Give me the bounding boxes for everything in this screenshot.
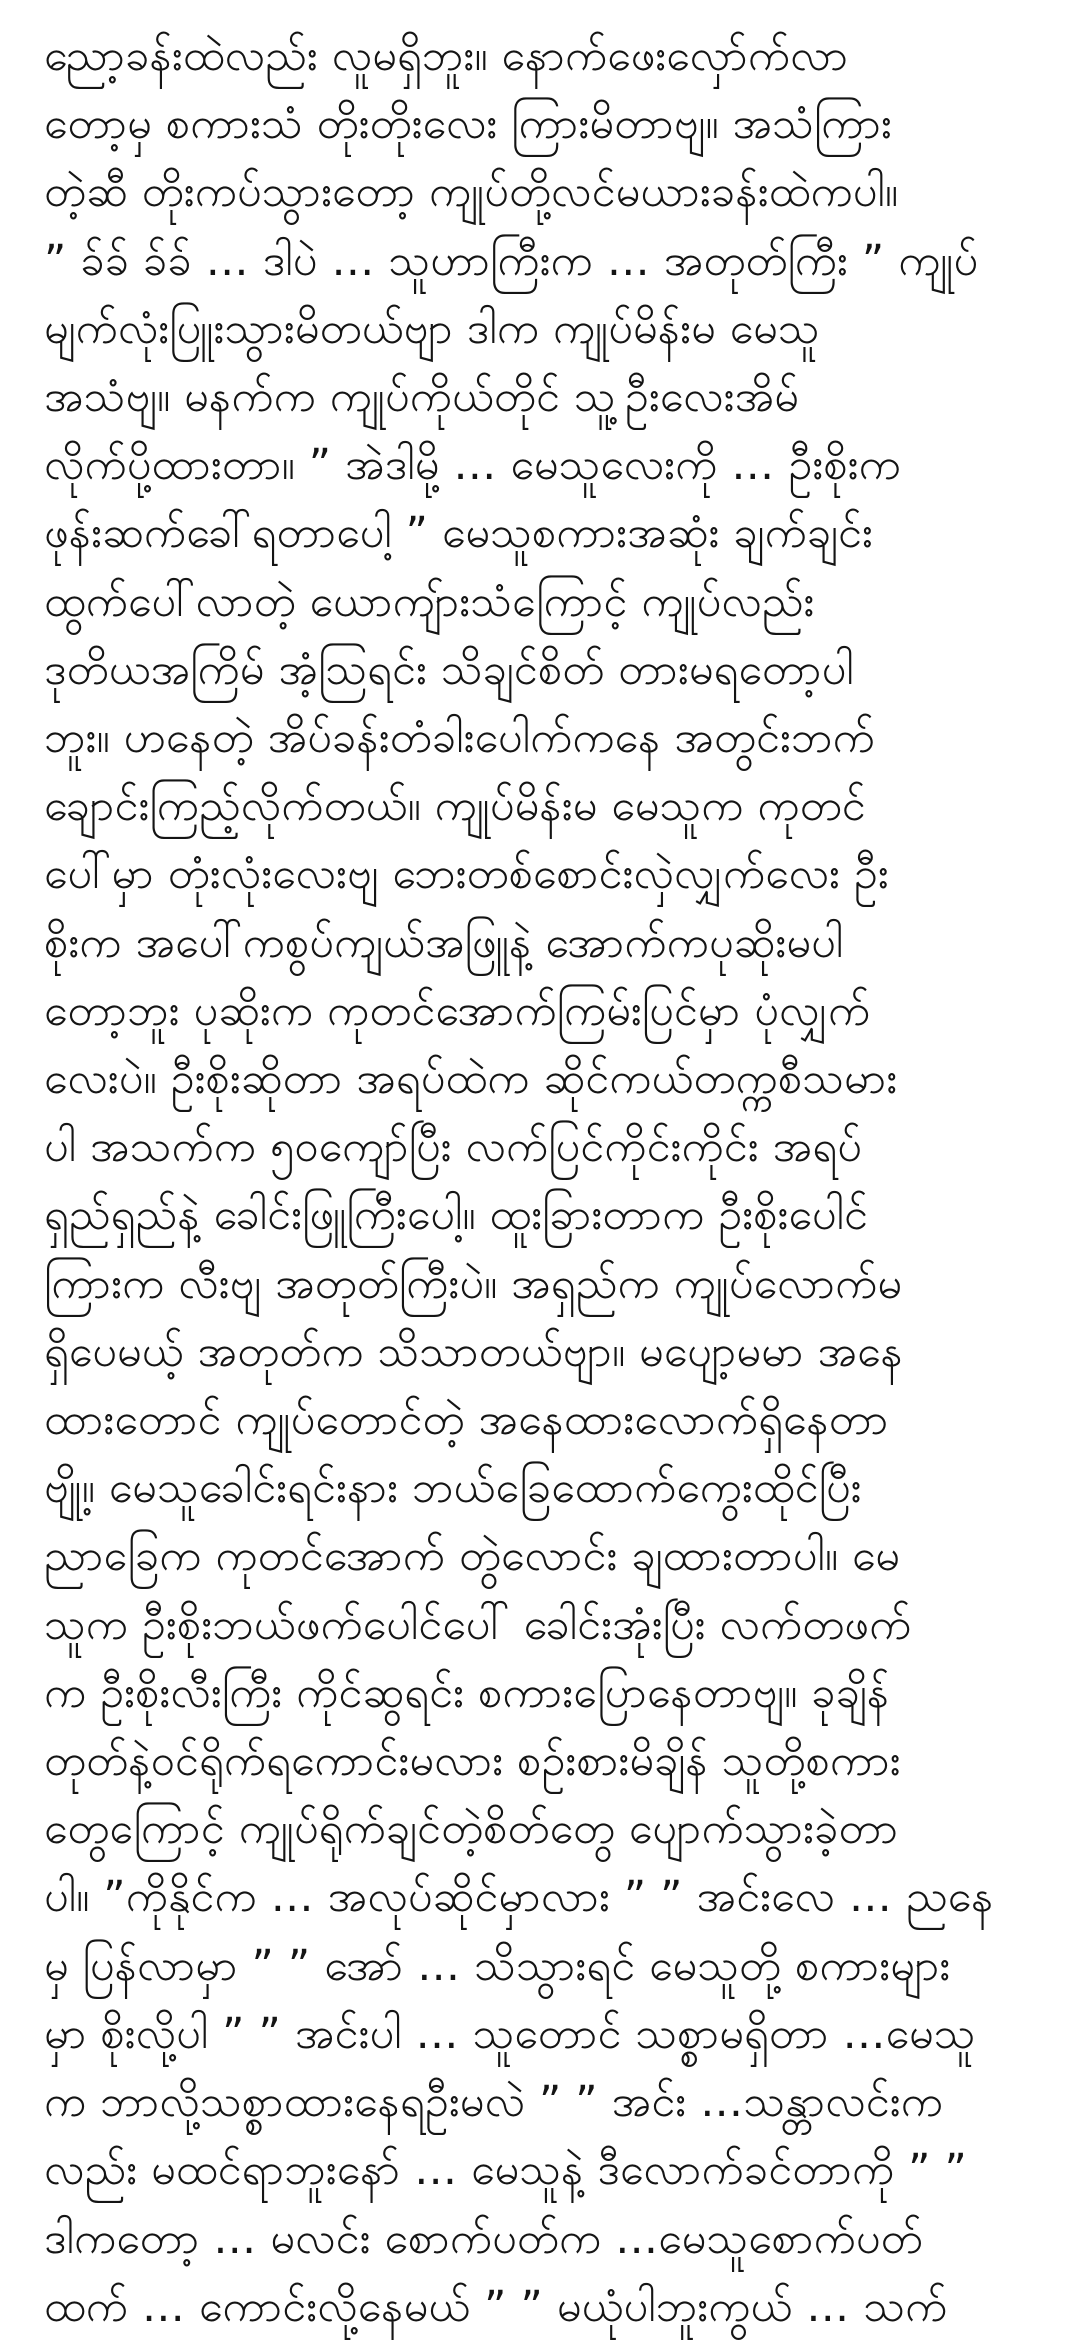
text-line: က ဘာလို့သစ္စာထားနေရဦးမလဲ ” ” အင်း …သန္တာလင်းက (44, 2077, 943, 2128)
text-line: ” ခ်ခ် ခ်ခ် … ဒါပဲ … သူဟာကြီးက … အတုတ်ကြီး ” ကျုပ် (44, 235, 979, 286)
text-line: ဒုတိယအကြိမ် အံ့ဩရင်း သိချင်စိတ် တားမရတော့ပါ (44, 644, 854, 695)
text-line: စိုးက အပေါ်ကစွပ်ကျယ်အဖြူနဲ့ အောက်ကပုဆိုးမပါ (44, 917, 844, 968)
text-line: ပါ အသက်က ၅၀ကျော်ပြီး လက်ပြင်ကိုင်းကိုင်း အရပ် (44, 1122, 862, 1173)
text-line: တော့မှ စကားသံ တိုးတိုးလေး ကြားမိတာဗျ။ အသံကြား (44, 99, 893, 150)
text-line: ရှိပေမယ့် အတုတ်က သိသာတယ်ဗျာ။ မပျော့မမာ အနေ (44, 1326, 903, 1377)
text-line: သူက ဦးစိုးဘယ်ဖက်ပေါင်ပေါ် ခေါင်းအုံးပြီး လက်တဖက် (44, 1599, 912, 1650)
text-line: ညာခြေက ကုတင်အောက် တွဲလောင်း ချထားတာပါ။ မေ (44, 1531, 901, 1582)
text-line: ဗျို့။ မေသူခေါင်းရင်းနား ဘယ်ခြေထောက်ကွေးထိုင်ပြီး (44, 1463, 862, 1514)
text-line: ချောင်းကြည့်လိုက်တယ်။ ကျုပ်မိန်းမ မေသူက ကုတင် (44, 781, 866, 832)
text-line: ဖုန်းဆက်ခေါ်ရတာပေါ့ ” မေသူစကားအဆုံး ချက်ချင်း (44, 508, 874, 559)
text-line: လည်း မထင်ရာဘူးနော် … မေသူနဲ့ ဒီလောက်ခင်တာကို ” ” (44, 2145, 967, 2196)
text-line: တုတ်နဲ့ဝင်ရိုက်ရကောင်းမလား စဉ်းစားမိချိန် သူတို့စကား (44, 1736, 901, 1787)
text-line: အသံဗျ။ မနက်က ကျုပ်ကိုယ်တိုင် သူ့ဦးလေးအိမ် (44, 372, 800, 423)
text-line: က ဦးစိုးလီးကြီး ကိုင်ဆွရင်း စကားပြောနေတာဗျ။ ခုချိန် (44, 1667, 890, 1718)
text-line: ဒါကတော့ … မလင်း စောက်ပတ်က …မေသူစောက်ပတ် (44, 2213, 923, 2264)
text-line: ဘူး။ ဟနေတဲ့ အိပ်ခန်းတံခါးပေါက်ကနေ အတွင်းဘက် (44, 713, 875, 764)
text-line: လိုက်ပို့ထားတာ။ ” အဲဒါမို့ … မေသူလေးကို … ဦးစိုးက (44, 440, 901, 491)
text-line: တွေကြောင့် ကျုပ်ရိုက်ချင်တဲ့စိတ်တွေ ပျောက်သွားခဲ့တာ (44, 1804, 899, 1855)
text-line: မှ ပြန်လာမှာ ” ” အော် … သိသွားရင် မေသူတို့ စကားများ (44, 1940, 951, 1991)
text-line: လေးပဲ။ ဦးစိုးဆိုတာ အရပ်ထဲက ဆိုင်ကယ်တက္ကစီသမား (44, 1054, 898, 1105)
text-line: ထားတောင် ကျုပ်တောင်တဲ့ အနေထားလောက်ရှိနေတာ (44, 1395, 889, 1446)
text-line: တဲ့ဆီ တိုးကပ်သွားတော့ ကျုပ်တို့လင်မယားခန်းထဲကပါ။ (44, 167, 899, 218)
text-line: ပေါ်မှာ တုံးလုံးလေးဗျ ဘေးတစ်စောင်းလှဲလျှက်လေး ဦး (44, 849, 889, 900)
text-line: ထွက်ပေါ်လာတဲ့ ယောကျ်ားသံကြောင့် ကျုပ်လည်း (44, 576, 815, 627)
text-line: ပါ။ ”ကိုနိုင်က … အလုပ်ဆိုင်မှာလား ” ” အင်းလေ … ညနေ (44, 1872, 994, 1923)
text-line: မျက်လုံးပြူးသွားမိတယ်ဗျာ ဒါက ကျုပ်မိန်းမ မေသူ (44, 303, 820, 354)
text-line: ရှည်ရှည်နဲ့ ခေါင်းဖြူကြီးပေါ့။ ထူးခြားတာက ဦးစိုးပေါင် (44, 1190, 869, 1241)
text-line: ညော့ခန်းထဲလည်း လူမရှိဘူး။ နောက်ဖေးလှော်က်လာ (44, 31, 849, 81)
text-line: ထက် … ကောင်းလို့နေမယ် ” ” မယုံပါဘူးကွယ် … သက် (44, 2281, 948, 2332)
text-line: တော့ဘူး ပုဆိုးက ကုတင်အောက်ကြမ်းပြင်မှာ ပုံလျှက် (44, 985, 871, 1036)
text-line: မှာ စိုးလို့ပါ ” ” အင်းပါ … သူတောင် သစ္စာမရှိတာ …မေသူ (44, 2008, 976, 2059)
text-line: ကြားက လီးဗျ အတုတ်ကြီးပဲ။ အရှည်က ကျုပ်လောက်မ (44, 1258, 903, 1309)
